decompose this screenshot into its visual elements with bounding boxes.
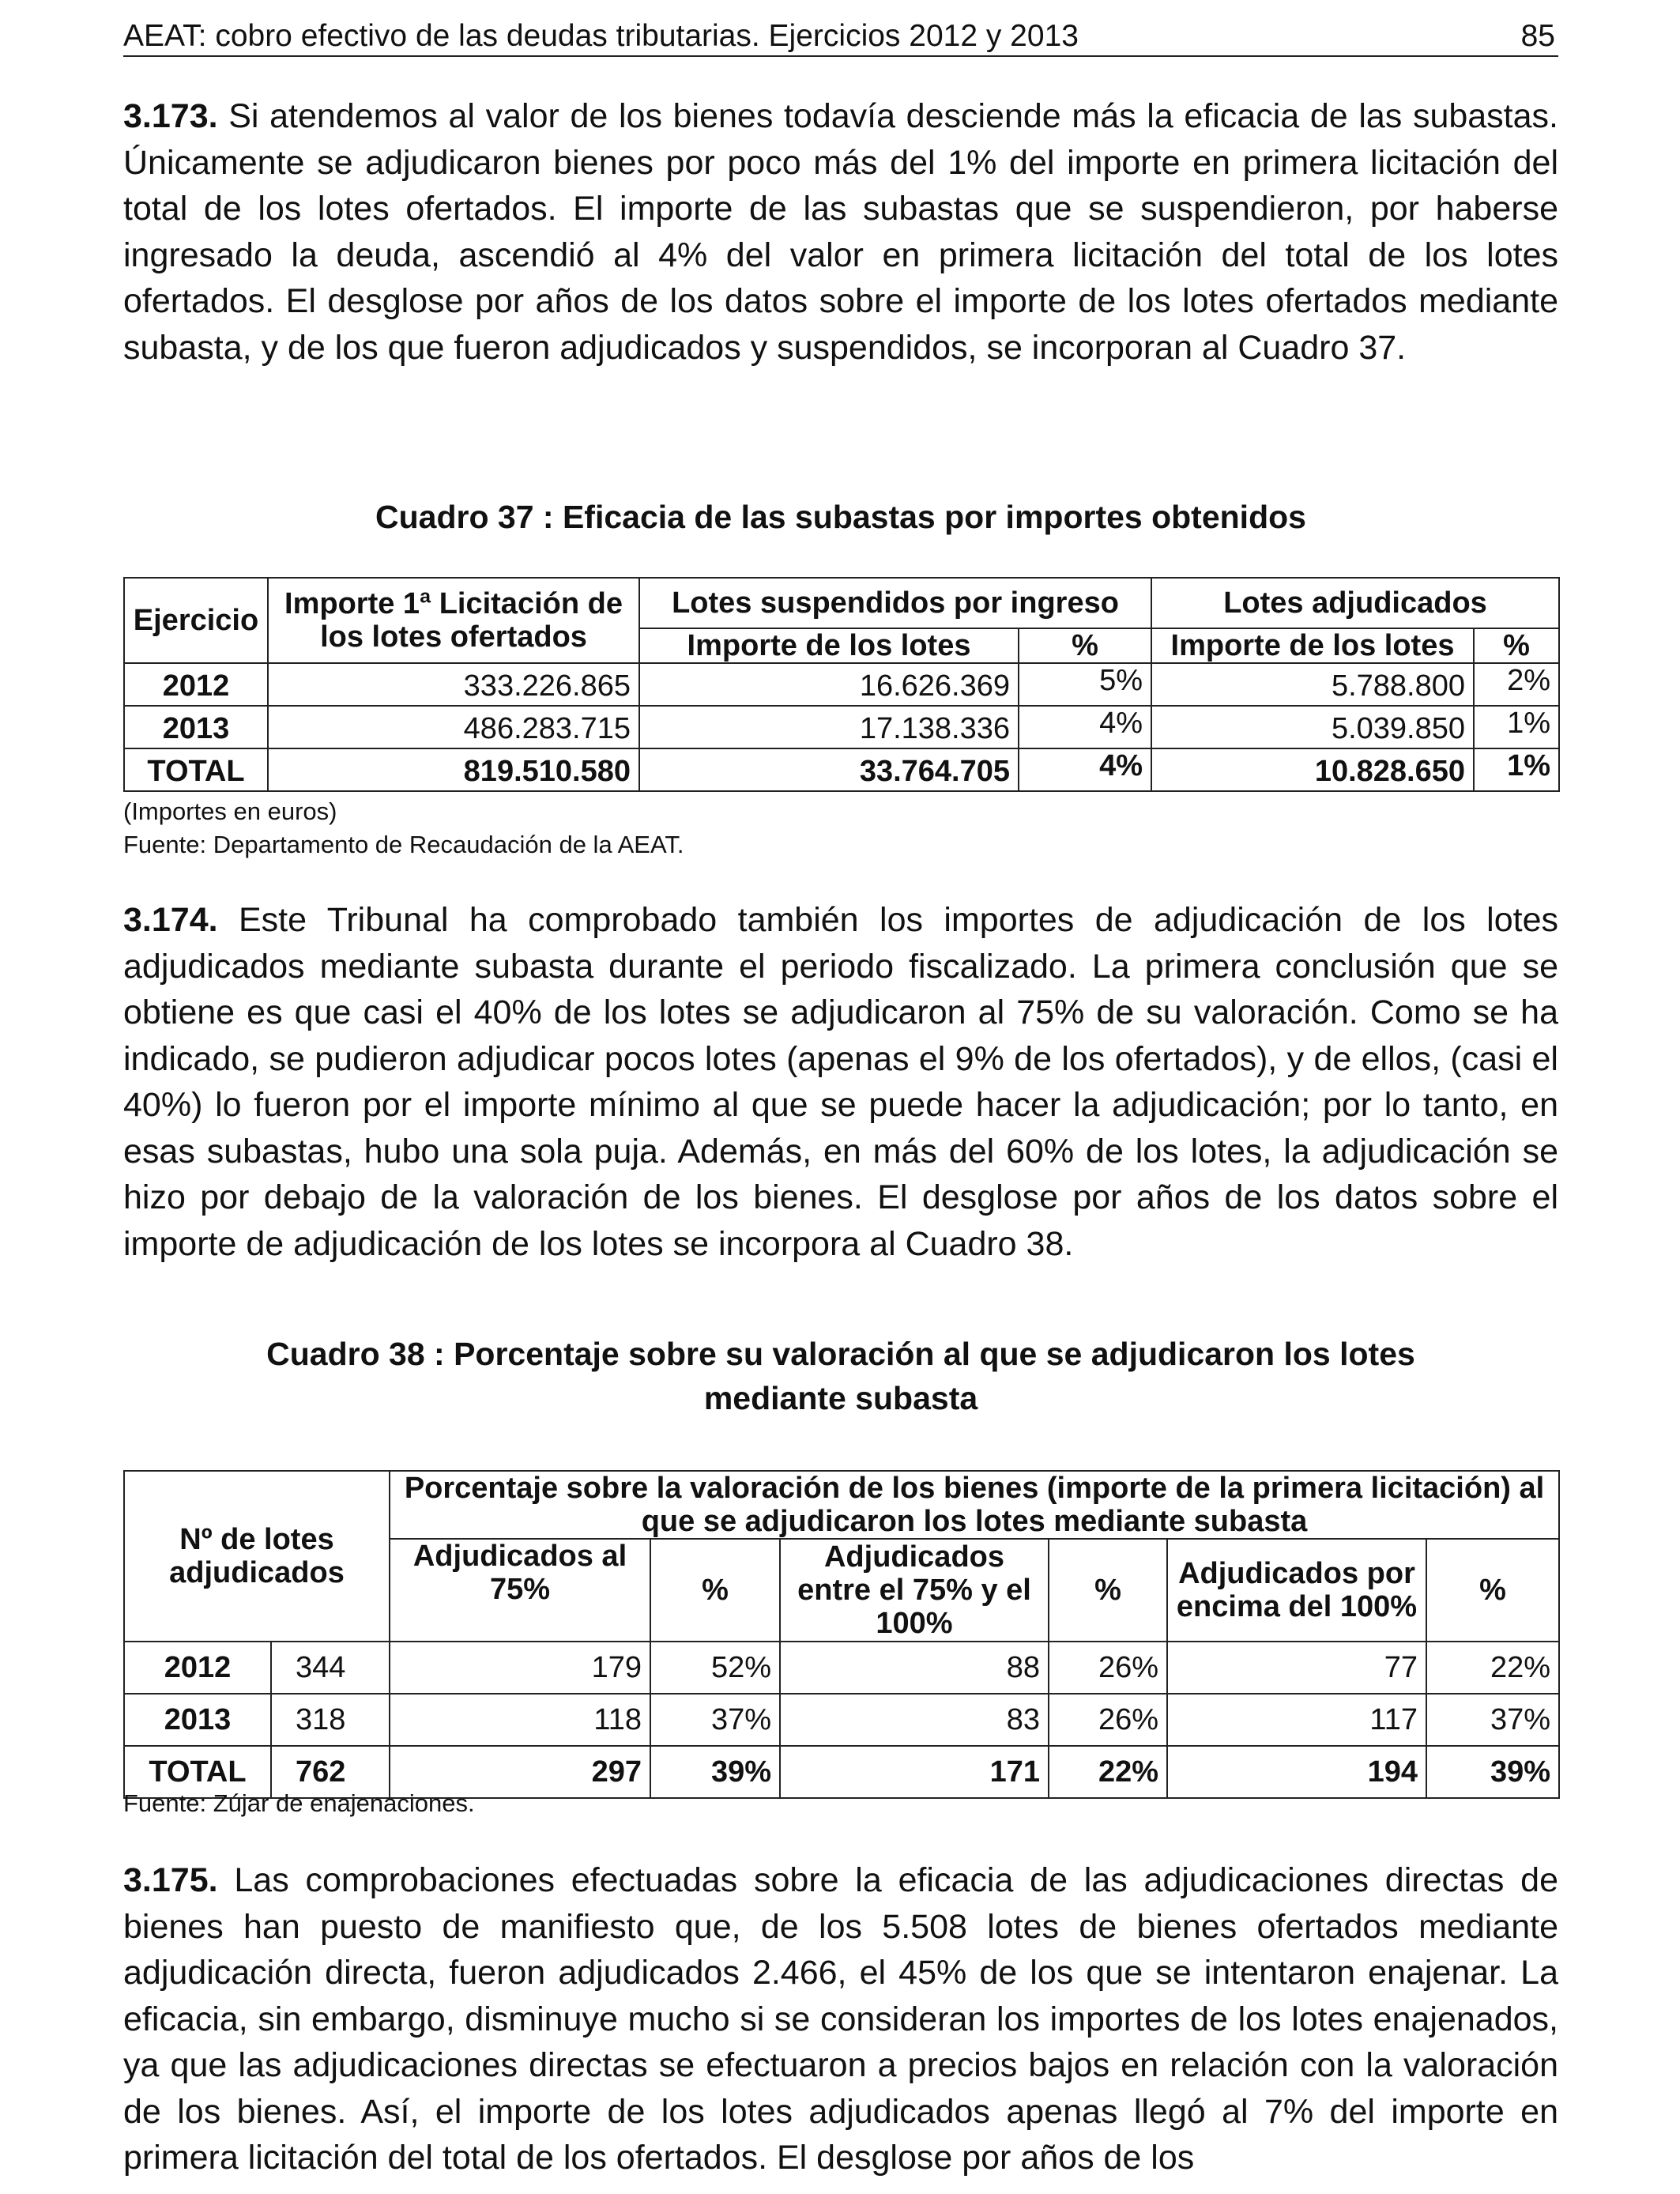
- header-lotes-adjudicados: Lotes adjudicados: [1151, 578, 1559, 628]
- cell-lotes: 762: [271, 1746, 390, 1798]
- cell-susp: 16.626.369: [639, 663, 1019, 706]
- header-lotes-adjudicados: Nº de lotes adjudicados: [124, 1471, 390, 1642]
- cell-year: 2012: [124, 663, 268, 706]
- cell-a100: 194: [1167, 1746, 1426, 1798]
- header-pct-adj75: %: [650, 1539, 780, 1642]
- cell-susp-pct: 4%: [1019, 748, 1151, 791]
- cell-adj-pct: 2%: [1474, 663, 1559, 706]
- cuadro37-note-source: Fuente: Departamento de Recaudación de la AEAT.: [123, 831, 684, 858]
- paragraph-3-175: [123, 1857, 1558, 2181]
- cell-adj-pct: 1%: [1474, 748, 1559, 791]
- cell-a100-pct: 22%: [1426, 1642, 1559, 1694]
- header-lotes-suspendidos: Lotes suspendidos por ingreso: [639, 578, 1151, 628]
- cell-susp: 17.138.336: [639, 706, 1019, 748]
- cell-a75-pct: 52%: [650, 1642, 780, 1694]
- cell-susp-pct: 4%: [1019, 706, 1151, 748]
- cell-importe: 819.510.580: [268, 748, 639, 791]
- cell-adj: 10.828.650: [1151, 748, 1474, 791]
- paragraph-number: 3.173.: [123, 97, 218, 135]
- page-number: 85: [1520, 19, 1555, 53]
- header-adj75-100: Adjudicados entre el 75% y el 100%: [780, 1539, 1049, 1642]
- cell-adj: 5.039.850: [1151, 706, 1474, 748]
- cuadro37-caption: Cuadro 37 : Eficacia de las subastas por importes obtenidos: [375, 499, 1306, 535]
- header-pct-adj75-100: %: [1049, 1539, 1167, 1642]
- cell-year: TOTAL: [124, 1746, 271, 1798]
- cell-year: 2013: [124, 1694, 271, 1746]
- paragraph-text: Las comprobaciones efectuadas sobre la eficacia de las adjudicaciones directas de bienes han puesto de manifiesto que, de los 5.508 lotes de bienes ofertados mediante adjudicación directa, fueron adjudicados 2.466, el 45% de los que se intentaron enajenar. La eficacia, sin embargo, disminuye mucho si se consideran los importes de los lotes enajenados, ya que las adjudicaciones directas se efectuaron a precios bajos en relación con la valoración de los bienes. Así, el importe de los lotes adjudicados apenas llegó al 7% del importe en primera licitación del total de los ofertados. El desglose por años de los: [123, 1861, 1558, 2177]
- table-row: [124, 706, 1559, 748]
- cell-susp: 33.764.705: [639, 748, 1019, 791]
- cell-a75-100-pct: 22%: [1049, 1746, 1167, 1798]
- header-pct-adj: %: [1474, 628, 1559, 663]
- header-porcentaje-group: Porcentaje sobre la valoración de los bienes (importe de la primera licitación) al que se adjudicaron los lotes mediante subasta: [390, 1471, 1559, 1539]
- cell-a100-pct: 37%: [1426, 1694, 1559, 1746]
- cell-a75-100: 83: [780, 1694, 1049, 1746]
- cell-a75-100-pct: 26%: [1049, 1694, 1167, 1746]
- table-row: [124, 663, 1559, 706]
- header-adj100: Adjudicados por encima del 100%: [1167, 1539, 1426, 1642]
- cell-adj: 5.788.800: [1151, 663, 1474, 706]
- header-importe-licitacion: Importe 1ª Licitación de los lotes ofertados: [268, 578, 639, 663]
- cell-adj-pct: 1%: [1474, 706, 1559, 748]
- cell-lotes: 344: [271, 1642, 390, 1694]
- table-row: [124, 1642, 1559, 1694]
- cuadro38-caption-line1: Cuadro 38 : Porcentaje sobre su valoración al que se adjudicaron los lotes: [266, 1336, 1415, 1372]
- cell-a75: 118: [390, 1694, 650, 1746]
- cell-a100: 77: [1167, 1642, 1426, 1694]
- header-adj75: Adjudicados al 75%: [390, 1539, 650, 1642]
- cell-importe: 333.226.865: [268, 663, 639, 706]
- cell-a75: 297: [390, 1746, 650, 1798]
- paragraph-number: 3.174.: [123, 901, 218, 939]
- paragraph-text: Este Tribunal ha comprobado también los importes de adjudicación de los lotes adjudicados mediante subasta durante el periodo fiscalizado. La primera conclusión que se obtiene es que casi el 40% de los lotes se adjudicaron al 75% de su valoración. Como se ha indicado, se pudieron adjudicar pocos lotes (apenas el 9% de los ofertados), y de ellos, (casi el 40%) lo fueron por el importe mínimo al que se puede hacer la adjudicación; por lo tanto, en esas subastas, hubo una sola puja. Además, en más del 60% de los lotes, la adjudicación se hizo por debajo de la valoración de los bienes. El desglose por años de los datos sobre el importe de adjudicación de los lotes se incorpora al Cuadro 38.: [123, 901, 1558, 1263]
- paragraph-text: Si atendemos al valor de los bienes todavía desciende más la eficacia de las subastas. Únicamente se adjudicaron bienes por poco más del 1% del importe en primera licitación del total de los lotes ofertados. El importe de las subastas que se suspendieron, por haberse ingresado la deuda, ascendió al 4% del valor en primera licitación del total de los lotes ofertados. El desglose por años de los datos sobre el importe de los lotes ofertados mediante subasta, y de los que fueron adjudicados y suspendidos, se incorporan al Cuadro 37.: [123, 97, 1558, 367]
- cell-a75-100: 88: [780, 1642, 1049, 1694]
- header-importe-lotes-adj: Importe de los lotes: [1151, 628, 1474, 663]
- cell-importe: 486.283.715: [268, 706, 639, 748]
- cell-a100-pct: 39%: [1426, 1746, 1559, 1798]
- header-ejercicio: Ejercicio: [124, 578, 268, 663]
- cell-a75-100-pct: 26%: [1049, 1642, 1167, 1694]
- paragraph-3-174: [123, 897, 1558, 1267]
- cell-a75-pct: 39%: [650, 1746, 780, 1798]
- header-pct-adj100: %: [1426, 1539, 1559, 1642]
- cell-a100: 117: [1167, 1694, 1426, 1746]
- cell-year: TOTAL: [124, 748, 268, 791]
- paragraph-3-173: [123, 93, 1558, 371]
- header-importe-lotes-susp: Importe de los lotes: [639, 628, 1019, 663]
- cuadro38-caption: [123, 1332, 1558, 1420]
- cuadro38-caption-line2: mediante subasta: [703, 1380, 978, 1416]
- header-pct-susp: %: [1019, 628, 1151, 663]
- header-title: AEAT: cobro efectivo de las deudas tributarias. Ejercicios 2012 y 2013: [123, 19, 1079, 53]
- cell-susp-pct: 5%: [1019, 663, 1151, 706]
- cell-a75: 179: [390, 1642, 650, 1694]
- cuadro37-table: [123, 577, 1560, 792]
- cuadro38-table: [123, 1470, 1560, 1799]
- paragraph-number: 3.175.: [123, 1861, 218, 1899]
- cell-a75-100: 171: [780, 1746, 1049, 1798]
- cell-lotes: 318: [271, 1694, 390, 1746]
- cuadro37-note-units: (Importes en euros): [123, 797, 337, 825]
- table-row: [124, 1694, 1559, 1746]
- cell-a75-pct: 37%: [650, 1694, 780, 1746]
- cuadro38-note-source: Fuente: Zújar de enajenaciones.: [123, 1789, 475, 1817]
- page-header: [123, 14, 1558, 57]
- table-row-total: [124, 748, 1559, 791]
- cell-year: 2012: [124, 1642, 271, 1694]
- cell-year: 2013: [124, 706, 268, 748]
